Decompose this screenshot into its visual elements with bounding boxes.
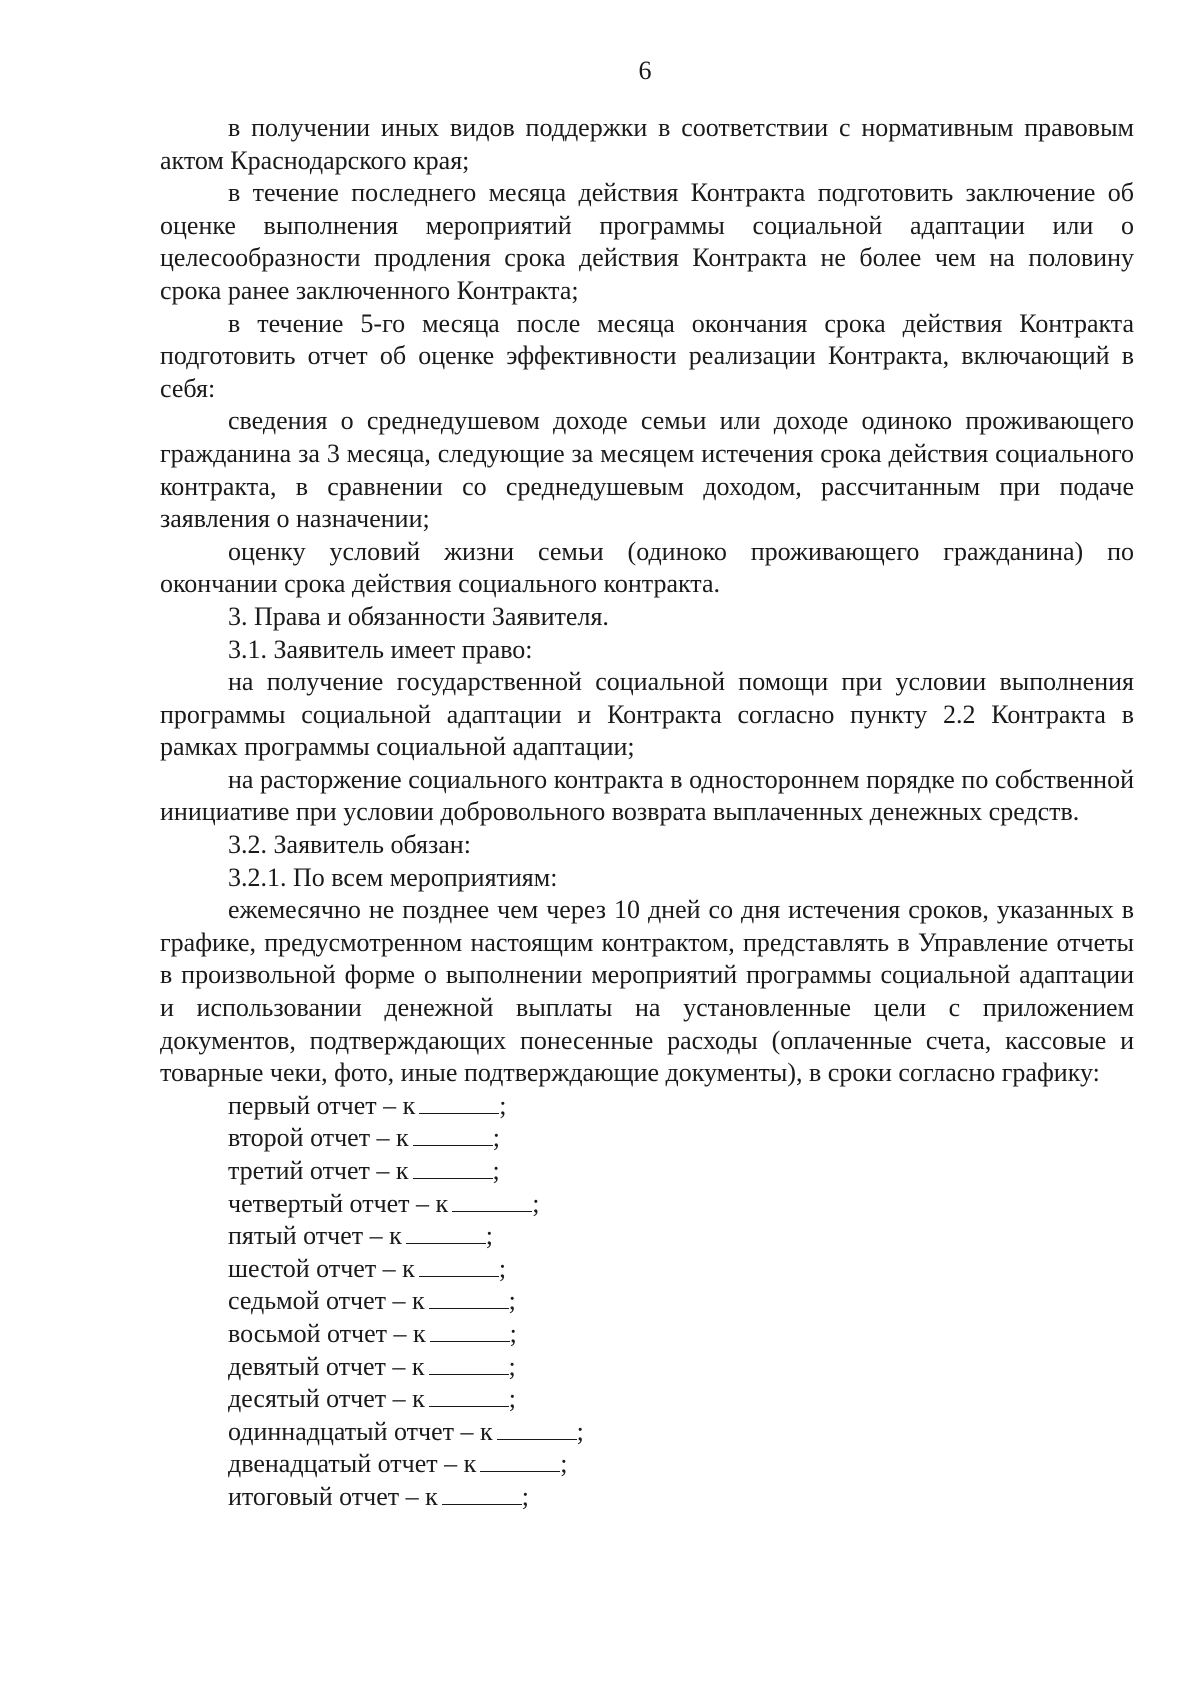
subsection-heading: 3.2. Заявитель обязан: [228, 830, 471, 860]
paragraph: в течение 5-го месяца после месяца окончания срока действия Контракта подготовить отчет об оценке эффективности реализации Контракта, включающий в себя: [160, 308, 1134, 403]
paragraph: оценку условий жизни семьи (одиноко проживающего гражданина) по окончании срока действия социального контракта. [160, 536, 1134, 599]
date-blank [413, 1123, 493, 1146]
report-label: восьмой отчет – к [228, 1318, 426, 1348]
report-line [160, 1253, 1134, 1286]
report-terminator: ; [498, 1253, 507, 1283]
report-line [160, 1155, 1134, 1188]
report-label: первый отчет – к [228, 1090, 416, 1120]
report-label: девятый отчет – к [228, 1351, 425, 1381]
report-label: пятый отчет – к [228, 1221, 402, 1251]
report-line [160, 1122, 1134, 1155]
date-blank [413, 1156, 493, 1179]
paragraph: на получение государственной социальной помощи при условии выполнения программы социальной адаптации и Контракта согласно пункту 2.2 Контракта в рамках программы социальной адаптации; [160, 667, 1134, 762]
date-blank [406, 1221, 486, 1244]
report-terminator: ; [492, 1156, 500, 1185]
report-terminator: ; [576, 1416, 584, 1446]
report-line [160, 1090, 1134, 1123]
report-terminator: ; [492, 1123, 500, 1153]
report-label: второй отчет – к [228, 1123, 409, 1153]
date-blank [452, 1189, 532, 1212]
report-line [160, 1318, 1134, 1351]
report-schedule-list [160, 1090, 1134, 1514]
report-terminator: ; [508, 1286, 516, 1316]
report-line [160, 1383, 1134, 1416]
report-line [160, 1481, 1134, 1514]
report-terminator: ; [485, 1221, 493, 1251]
report-terminator: ; [499, 1090, 507, 1120]
report-label: шестой отчет – к [228, 1253, 415, 1283]
report-label: седьмой отчет – к [228, 1286, 425, 1316]
paragraph: сведения о среднедушевом доходе семьи или доходе одиноко проживающего гражданина за 3 месяца, следующие за месяцем истечения срока действия социального контракта, в сравнении со среднедушевым доходом, рассчитанным при подаче заявления о назначении; [160, 406, 1134, 534]
date-blank [497, 1417, 577, 1440]
report-line [160, 1416, 1134, 1449]
date-blank [480, 1449, 560, 1472]
page-number: 6 [638, 56, 652, 85]
document-body [160, 112, 1134, 1514]
report-terminator: ; [532, 1188, 540, 1218]
date-blank [429, 1384, 509, 1407]
report-label: двенадцатый отчет – к [228, 1449, 477, 1479]
date-blank [429, 1286, 509, 1309]
date-blank [419, 1254, 499, 1277]
report-label: третий отчет – к [228, 1156, 409, 1185]
report-line [160, 1351, 1134, 1384]
report-line [160, 1285, 1134, 1318]
subsection-heading: 3.1. Заявитель имеет право: [228, 634, 533, 664]
report-line [160, 1188, 1134, 1221]
paragraph: в течение последнего месяца действия Контракта подготовить заключение об оценке выполнения мероприятий программы социальной адаптации или о целесообразности продления срока действия Контракта не более чем на половину срока ранее заключенного Контракта; [160, 178, 1134, 305]
report-line [160, 1448, 1134, 1481]
subsection-heading: 3.2.1. По всем мероприятиям: [228, 862, 558, 892]
paragraph: ежемесячно не позднее чем через 10 дней со дня истечения сроков, указанных в графике, предусмотренном настоящим контрактом, представлять в Управление отчеты в произвольной форме о выполнении мероприятий программы социальной адаптации и использовании денежной выплаты на установленные цели с приложением документов, подтверждающих понесенные расходы (оплаченные счета, кассовые и товарные чеки, фото, иные подтверждающие документы), в сроки согласно графику: [160, 895, 1134, 1088]
report-terminator: ; [508, 1351, 516, 1381]
report-terminator: ; [521, 1481, 529, 1511]
section-heading: 3. Права и обязанности Заявителя. [228, 601, 609, 631]
report-label: четвертый отчет – к [228, 1188, 449, 1218]
date-blank [430, 1319, 510, 1342]
paragraph: в получении иных видов поддержки в соответствии с нормативным правовым актом Краснодарского края; [160, 113, 1134, 175]
report-label: итоговый отчет – к [228, 1481, 438, 1511]
report-label: десятый отчет – к [228, 1384, 425, 1414]
report-terminator: ; [560, 1449, 568, 1479]
report-line [160, 1220, 1134, 1253]
date-blank [419, 1091, 499, 1114]
date-blank [429, 1352, 509, 1375]
date-blank [442, 1482, 522, 1505]
report-terminator: ; [508, 1384, 517, 1414]
report-label: одиннадцатый отчет – к [228, 1416, 493, 1446]
report-terminator: ; [509, 1318, 517, 1348]
paragraph: на расторжение социального контракта в одностороннем порядке по собственной инициативе при условии добровольного возврата выплаченных денежных средств. [160, 764, 1134, 827]
